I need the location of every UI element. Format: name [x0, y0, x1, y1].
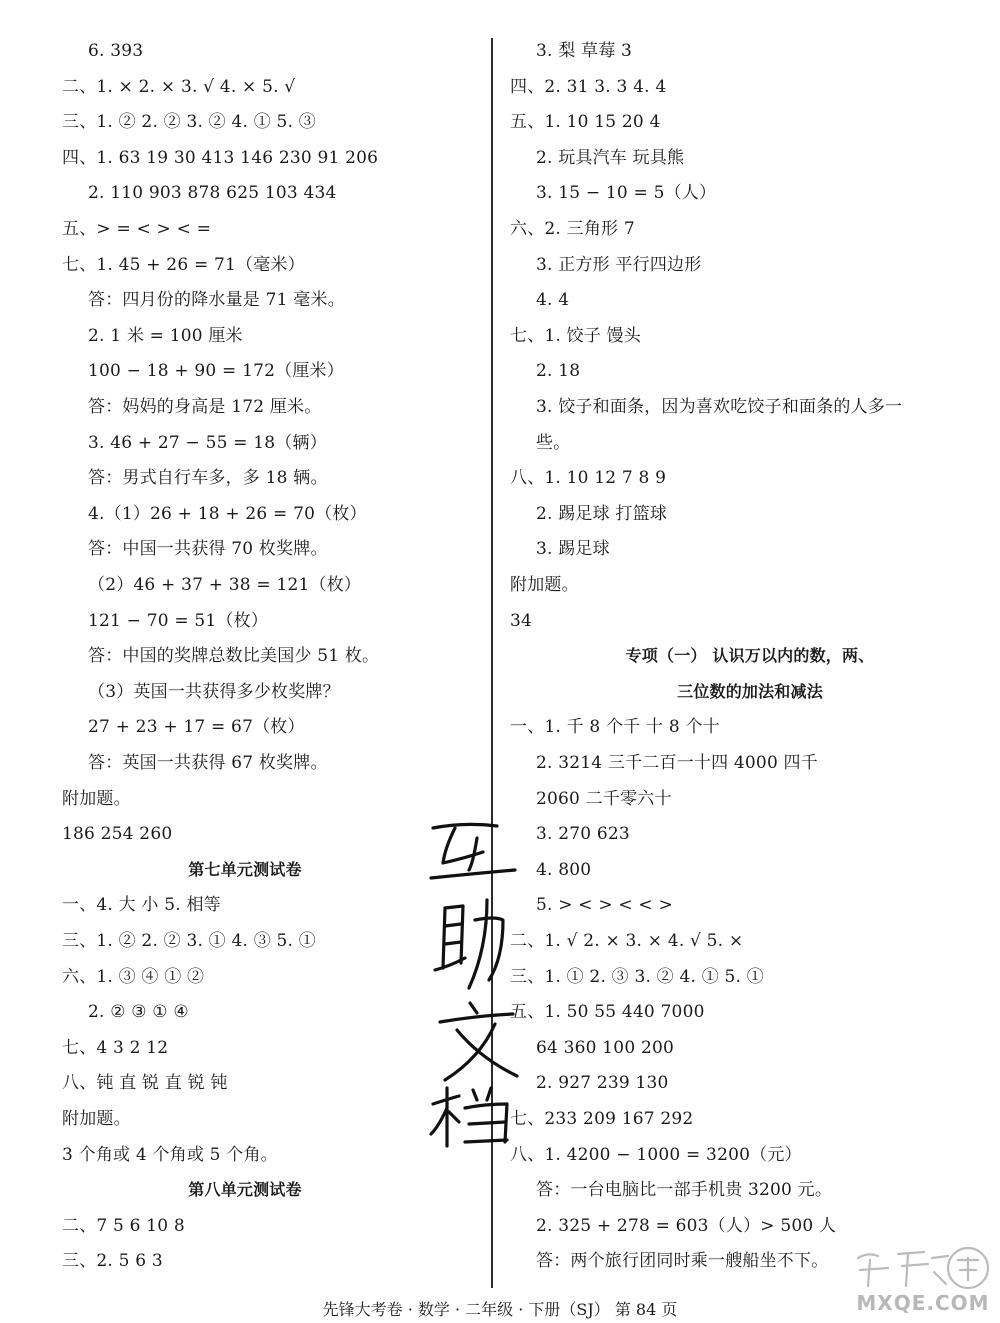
answer-line: 三、2. 5 6 3	[62, 1251, 163, 1272]
answer-line: 三、1. ② 2. ② 3. ① 4. ③ 5. ①	[62, 931, 316, 951]
answer-line: 七、1. 饺子 馒头	[510, 325, 642, 346]
answer-line: 一、1. 千 8 个千 十 8 个十	[510, 717, 720, 738]
answer-line: 五、1. 10 15 20 4	[510, 112, 661, 133]
answer-line: （2）46 + 37 + 38 = 121（枚）	[88, 575, 362, 595]
answer-line: 些。	[536, 432, 571, 453]
answer-line: 4. 800	[536, 859, 592, 880]
answer-line: 3. 踢足球	[536, 539, 610, 560]
answer-line: 4.（1）26 + 18 + 26 = 70（枚）	[88, 503, 367, 524]
answer-line: 121 − 70 = 51（枚）	[88, 610, 269, 631]
answer-line: 3. 15 − 10 = 5（人）	[536, 183, 717, 204]
answer-line: 答：四月份的降水量是 71 毫米。	[88, 290, 345, 311]
page-footer: 先锋大考卷 · 数学 · 二年级 · 下册（SJ） 第 84 页	[322, 1300, 678, 1319]
answer-line: 2. 玩具汽车 玩具熊	[536, 147, 685, 168]
answer-line: 三、1. ① 2. ③ 3. ② 4. ① 5. ①	[510, 966, 764, 987]
answer-line: 答：中国的奖牌总数比美国少 51 枚。	[88, 646, 380, 667]
answer-line: 答：男式自行车多，多 18 辆。	[88, 468, 328, 489]
svg-text:MXQE.COM: MXQE.COM	[856, 1291, 990, 1315]
answer-line: 二、7 5 6 10 8	[62, 1215, 185, 1236]
answer-line: 6. 393	[88, 41, 144, 61]
answer-line: 三、1. ② 2. ② 3. ② 4. ① 5. ③	[62, 112, 316, 133]
answer-line: 五、> = < > < =	[62, 219, 212, 239]
answer-line: 四、1. 63 19 30 413 146 230 91 206	[62, 147, 379, 168]
answer-line: 附加题。	[62, 788, 131, 809]
answer-line: 2. 3214 三千二百一十四 4000 四千	[536, 753, 818, 773]
answer-line: 100 − 18 + 90 = 172（厘米）	[88, 361, 344, 382]
answer-line: 2. 110 903 878 625 103 434	[88, 183, 337, 204]
answer-line: 八、1. 4200 − 1000 = 3200（元）	[510, 1144, 802, 1165]
answer-line: 3. 46 + 27 − 55 = 18（辆）	[88, 432, 327, 453]
answer-line: 64 360 100 200	[536, 1037, 674, 1058]
answer-line: 八、1. 10 12 7 8 9	[510, 468, 667, 489]
section-title: 第七单元测试卷	[188, 859, 302, 879]
section-title: 三位数的加法和减法	[677, 681, 823, 701]
section-title: 第八单元测试卷	[188, 1180, 302, 1200]
answer-line: 四、2. 31 3. 3 4. 4	[510, 76, 667, 97]
answer-line: 答：一台电脑比一部手机贵 3200 元。	[536, 1180, 833, 1201]
answer-line: 5. > < > < < >	[536, 895, 673, 916]
answer-line: 2. ② ③ ① ④	[88, 1002, 189, 1023]
answer-line: 4. 4	[536, 290, 570, 311]
answer-line: 3. 梨 草莓 3	[536, 41, 633, 61]
answer-line: 答：两个旅行团同时乘一艘船坐不下。	[536, 1251, 829, 1272]
answer-line: 2060 二千零六十	[536, 788, 672, 809]
answer-line: 二、1. √ 2. × 3. × 4. √ 5. ×	[510, 931, 744, 951]
answer-line: 六、1. ③ ④ ① ②	[62, 966, 205, 987]
answer-line: 一、4. 大 小 5. 相等	[62, 895, 221, 916]
answer-line: 34	[510, 610, 533, 631]
answer-line: 3 个角或 4 个角或 5 个角。	[62, 1144, 278, 1165]
answer-line: 186 254 260	[62, 824, 173, 845]
answer-line: 附加题。	[62, 1109, 131, 1129]
answer-line: 七、4 3 2 12	[62, 1037, 169, 1058]
answer-line: 2. 325 + 278 = 603（人）> 500 人	[536, 1215, 837, 1236]
answer-line: 七、233 209 167 292	[510, 1109, 694, 1129]
answer-line: （3）英国一共获得多少枚奖牌？	[88, 681, 340, 702]
answer-line: 3. 正方形 平行四边形	[536, 254, 702, 275]
answer-line: 答：英国一共获得 67 枚奖牌。	[88, 753, 328, 773]
answer-line: 六、2. 三角形 7	[510, 219, 635, 239]
handwritten-signature	[425, 808, 535, 1148]
answer-line: 2. 927 239 130	[536, 1073, 669, 1094]
answer-line: 二、1. × 2. × 3. √ 4. × 5. √	[62, 76, 296, 97]
answer-line: 3. 270 623	[536, 824, 630, 845]
answer-line: 2. 1 米 = 100 厘米	[88, 325, 243, 346]
answer-line: 答：中国一共获得 70 枚奖牌。	[88, 539, 328, 560]
answer-line: 附加题。	[510, 575, 579, 595]
answer-line: 五、1. 50 55 440 7000	[510, 1002, 705, 1023]
answer-line: 27 + 23 + 17 = 67（枚）	[88, 717, 305, 738]
answer-line: 七、1. 45 + 26 = 71（毫米）	[62, 254, 305, 275]
answer-line: 八、钝 直 锐 直 锐 钝	[62, 1073, 228, 1094]
section-title: 专项（一） 认识万以内的数，两、	[625, 646, 875, 666]
answer-line: 2. 踢足球 打篮球	[536, 503, 668, 524]
answer-line: 答：妈妈的身高是 172 厘米。	[88, 397, 322, 417]
answer-line: 3. 饺子和面条，因为喜欢吃饺子和面条的人多一	[536, 397, 903, 417]
answer-line: 2. 18	[536, 361, 581, 382]
